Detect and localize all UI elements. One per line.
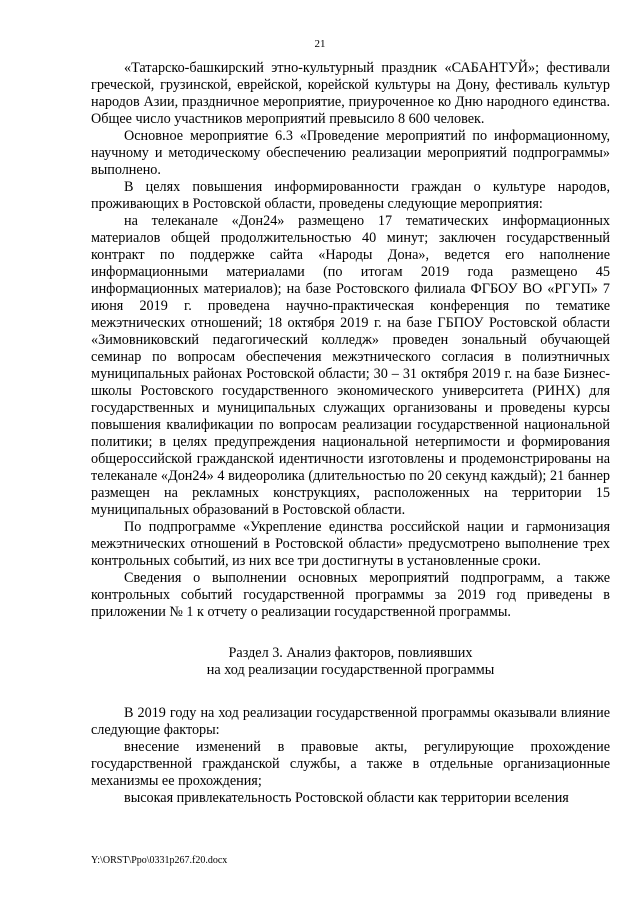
- document-body: [91, 60, 610, 807]
- page-number: 21: [314, 38, 326, 50]
- paragraph: внесение изменений в правовые акты, регулирующие прохождение государственной гражданской службы, а также в отдельные организационные механизмы ее прохождения;: [91, 739, 610, 789]
- paragraph: В целях повышения информированности граждан о культуре народов, проживающих в Ростовской области, проведены следующие мероприятия:: [91, 179, 610, 212]
- paragraph: Сведения о выполнении основных мероприятий подпрограмм, а также контрольных событий государственной программы за 2019 год приведены в приложении № 1 к отчету о реализации государственной программы.: [91, 570, 610, 620]
- paragraph: По подпрограмме «Укрепление единства российской нации и гармонизация межэтнических отношений в Ростовской области» предусмотрено выполнение трех контрольных событий, из них все три достигнуты в установленные сроки.: [91, 519, 610, 569]
- section-heading-line-1: Раздел 3. Анализ факторов, повлиявших: [228, 645, 473, 661]
- section-heading: [91, 645, 610, 679]
- paragraph: на телеканале «Дон24» размещено 17 тематических информационных материалов общей продолжительностью 40 минут; заключен государственный контракт по поддержке сайта «Народы Дона», ведется его наполнение информационными материалами (по итогам 2019 года размещено 45 информационных материалов); на базе Ростовского филиала ФГБОУ ВО «РГУП» 7 июня 2019 г. проведена научно-практическая конференция по тематике межэтнических отношений; 18 октября 2019 г. на базе ГБПОУ Ростовской области «Зимовниковский педагогический колледж» проведен зональный обучающей семинар по вопросам обеспечения межэтнического согласия в полиэтничных муниципальных районах Ростовской области; 30 – 31 октября 2019 г. на базе Бизнес-школы Ростовского государственного экономического университета (РИНХ) для государственных и муниципальных служащих организованы и проведены курсы повышения квалификации по вопросам реализации государственной национальной политики; в целях предупреждения национальной нетерпимости и формирования общероссийской гражданской идентичности изготовлены и продемонстрированы на телеканале «Дон24» 4 видеоролика (длительностью по 20 секунд каждый); 21 баннер размещен на рекламных конструкциях, расположенных на территории 15 муниципальных образований в Ростовской области.: [91, 213, 610, 518]
- paragraph: Основное мероприятие 6.3 «Проведение мероприятий по информационному, научному и методическому обеспечению реализации мероприятий подпрограммы» выполнено.: [91, 128, 610, 178]
- paragraph: «Татарско-башкирский этно-культурный праздник «САБАНТУЙ»; фестивали греческой, грузинской, еврейской, корейской культуры на Дону, фестиваль культур народов Азии, праздничное мероприятие, приуроченное ко Дню народного единства. Общее число участников мероприятий превысило 8 600 человек.: [91, 60, 610, 127]
- paragraph: высокая привлекательность Ростовской области как территории вселения: [124, 790, 569, 806]
- section-heading-line-2: на ход реализации государственной программы: [206, 662, 495, 678]
- file-path-footer: Y:\ORST\Ppo\0331p267.f20.docx: [91, 855, 228, 866]
- paragraph: В 2019 году на ход реализации государственной программы оказывали влияние следующие факторы:: [91, 705, 610, 738]
